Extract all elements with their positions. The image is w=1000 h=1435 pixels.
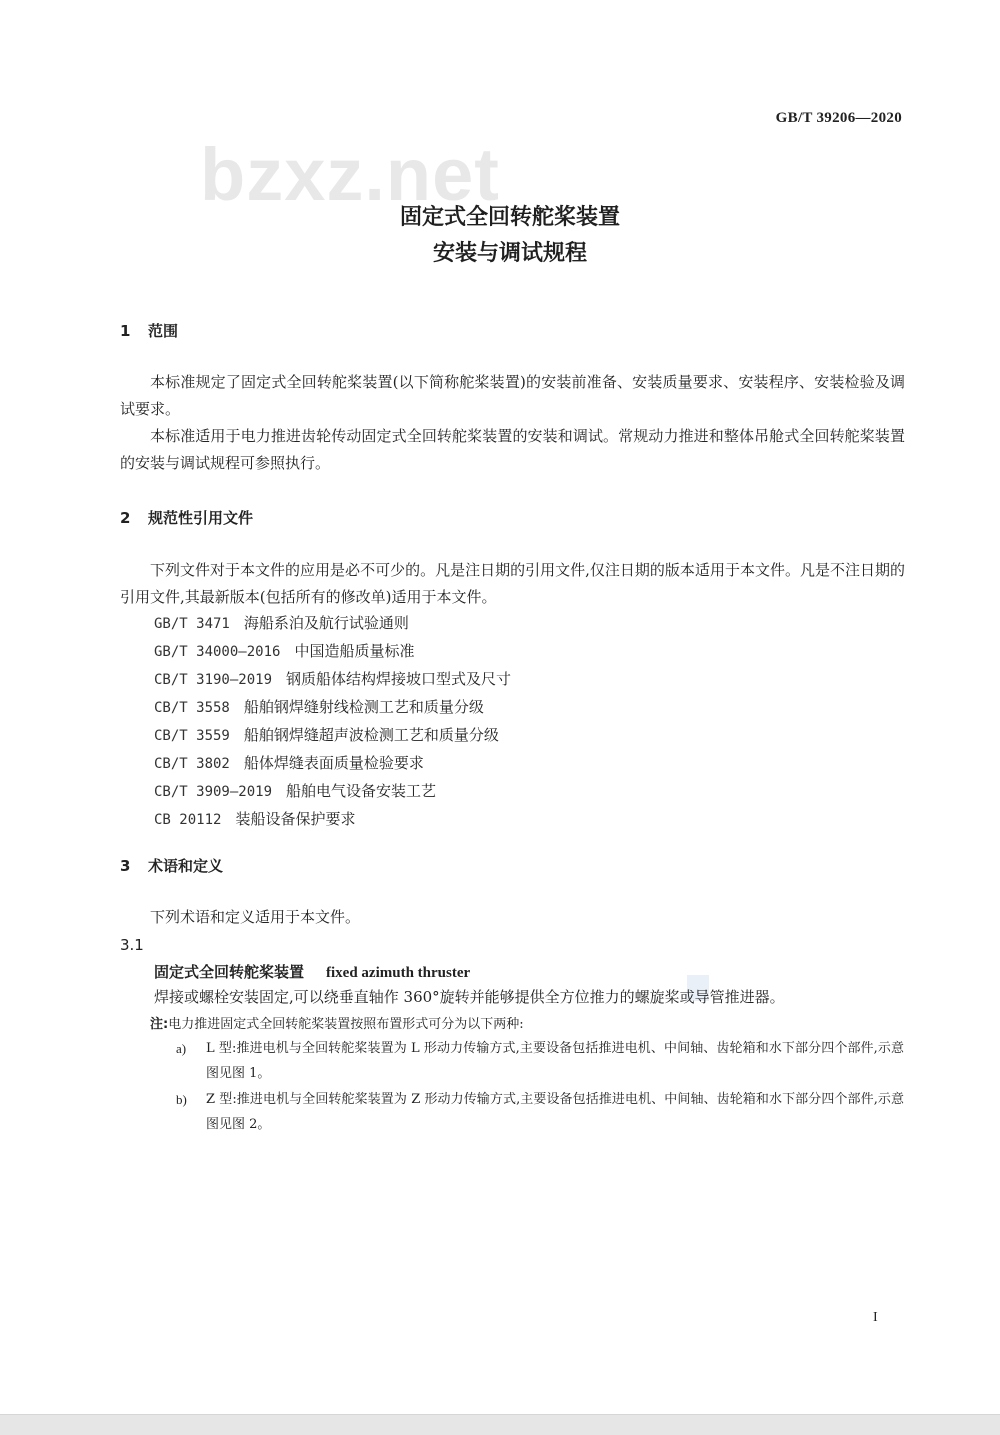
reference-code: GB/T 34000—2016	[154, 644, 281, 660]
reference-code: CB/T 3558	[154, 700, 230, 716]
reference-title: 海船系泊及航行试验通则	[243, 614, 409, 632]
section-2-body	[120, 557, 905, 611]
section-number: 3	[120, 857, 131, 875]
term-name-en: fixed azimuth thruster	[326, 965, 471, 981]
reference-title: 装船设备保护要求	[235, 810, 356, 828]
paragraph: 下列术语和定义适用于本文件。	[150, 908, 361, 926]
list-item-label: a)	[176, 1041, 187, 1056]
reference-code: CB 20112	[154, 812, 222, 828]
page-number: I	[873, 1310, 878, 1325]
reference-title: 船舶电气设备安装工艺	[286, 782, 437, 800]
paragraph: 本标准规定了固定式全回转舵桨装置(以下简称舵桨装置)的安装前准备、安装质量要求、安装程序、安装检验及调试要求。	[120, 373, 905, 418]
list-item-text: L 型:推进电机与全回转舵桨装置为 L 形动力传输方式,主要设备包括推进电机、中间轴、齿轮箱和水下部分四个部件,示意图见图 1。	[206, 1041, 904, 1081]
section-title: 术语和定义	[148, 857, 224, 875]
section-3-body	[120, 904, 905, 931]
reference-title: 钢质船体结构焊接坡口型式及尺寸	[286, 670, 512, 688]
list-item	[176, 1036, 904, 1086]
document-title-line1: 固定式全回转舵桨装置	[399, 205, 620, 230]
term-number: 3.1	[120, 936, 144, 954]
note-label: 注:	[150, 1017, 169, 1032]
reference-item	[154, 694, 511, 722]
reference-item	[154, 722, 511, 750]
section-3-heading	[120, 855, 223, 876]
reference-item	[154, 750, 511, 778]
term-heading	[154, 961, 470, 982]
paragraph: 本标准适用于电力推进齿轮传动固定式全回转舵桨装置的安装和调试。常规动力推进和整体吊舱式全回转舵桨装置的安装与调试规程可参照执行。	[120, 427, 905, 472]
reference-code: CB/T 3559	[154, 728, 230, 744]
section-title: 规范性引用文件	[148, 509, 254, 527]
reference-item	[154, 806, 511, 834]
term-name-zh: 固定式全回转舵桨装置	[154, 963, 305, 981]
section-1-body	[120, 369, 905, 477]
section-number: 2	[120, 509, 131, 527]
reference-item	[154, 666, 511, 694]
reference-code: CB/T 3909—2019	[154, 784, 273, 800]
reference-title: 船体焊缝表面质量检验要求	[243, 754, 424, 772]
reference-title: 船舶钢焊缝超声波检测工艺和质量分级	[243, 726, 499, 744]
viewer-bottom-bar	[0, 1414, 1000, 1435]
term-note	[150, 1013, 524, 1037]
section-2-heading	[120, 507, 253, 528]
list-item-label: b)	[176, 1092, 187, 1107]
reference-item	[154, 778, 511, 806]
note-text: 电力推进固定式全回转舵桨装置按照布置形式可分为以下两种:	[168, 1017, 524, 1032]
section-title: 范围	[148, 322, 179, 340]
reference-title: 中国造船质量标准	[294, 642, 415, 660]
reference-code: GB/T 3471	[154, 616, 230, 632]
note-list	[176, 1036, 904, 1138]
term-definition	[154, 984, 905, 1011]
list-item-text: Z 型:推进电机与全回转舵桨装置为 Z 形动力传输方式,主要设备包括推进电机、中间轴、齿轮箱和水下部分四个部件,示意图见图 2。	[206, 1092, 904, 1132]
reference-item	[154, 638, 511, 666]
reference-list	[154, 610, 511, 834]
reference-code: CB/T 3190—2019	[154, 672, 273, 688]
watermark-text: bzxz.net	[200, 133, 500, 216]
reference-item	[154, 610, 511, 638]
definition-text: 焊接或螺栓安装固定,可以绕垂直轴作 360°旋转并能够提供全方位推力的螺旋桨或导管推进器。	[154, 988, 785, 1006]
reference-title: 船舶钢焊缝射线检测工艺和质量分级	[243, 698, 484, 716]
list-item	[176, 1087, 904, 1137]
paragraph: 下列文件对于本文件的应用是必不可少的。凡是注日期的引用文件,仅注日期的版本适用于本文件。凡是不注日期的引用文件,其最新版本(包括所有的修改单)适用于本文件。	[120, 561, 905, 606]
section-number: 1	[120, 322, 131, 340]
standard-number: GB/T 39206—2020	[775, 110, 902, 126]
section-1-heading	[120, 320, 178, 341]
document-title-line2: 安装与调试规程	[432, 241, 587, 266]
reference-code: CB/T 3802	[154, 756, 230, 772]
